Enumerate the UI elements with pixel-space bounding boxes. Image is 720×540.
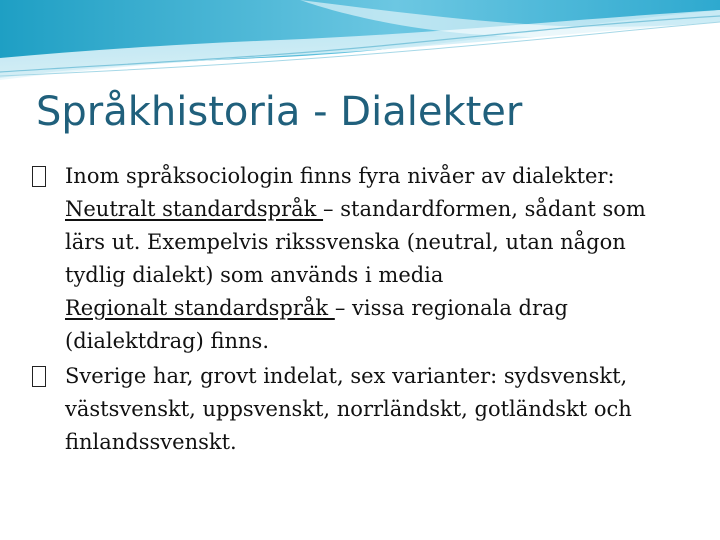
- level-item-regional: [65, 292, 692, 358]
- bullet-variants: [32, 360, 692, 459]
- header-wave-decoration: [0, 0, 720, 90]
- level-item-neutral: [65, 193, 692, 292]
- bullet-lead: Inom språksociologin finns fyra nivåer av dialekter:: [65, 164, 615, 188]
- bullet-lead: Sverige har, grovt indelat, sex varianter: sydsvenskt, västsvenskt, uppsvenskt, norrländskt, gotländskt och finlandssvenskt.: [65, 364, 632, 454]
- level-description: – standardformen, sådant som lärs ut. Exempelvis rikssvenska (neutral, utan någon tydlig dialekt) som används i media: [65, 197, 646, 287]
- level-description: – vissa regionala drag (dialektdrag) finns.: [65, 296, 568, 353]
- bullet-marker-icon: [32, 166, 46, 187]
- slide-body: [32, 160, 692, 459]
- bullet-marker-icon: [32, 366, 46, 387]
- slide-title: Språkhistoria - Dialekter: [36, 89, 523, 135]
- level-term: Regionalt standardspråk: [65, 296, 335, 320]
- level-term: Neutralt standardspråk: [65, 197, 324, 221]
- bullet-dialect-levels: [32, 160, 692, 358]
